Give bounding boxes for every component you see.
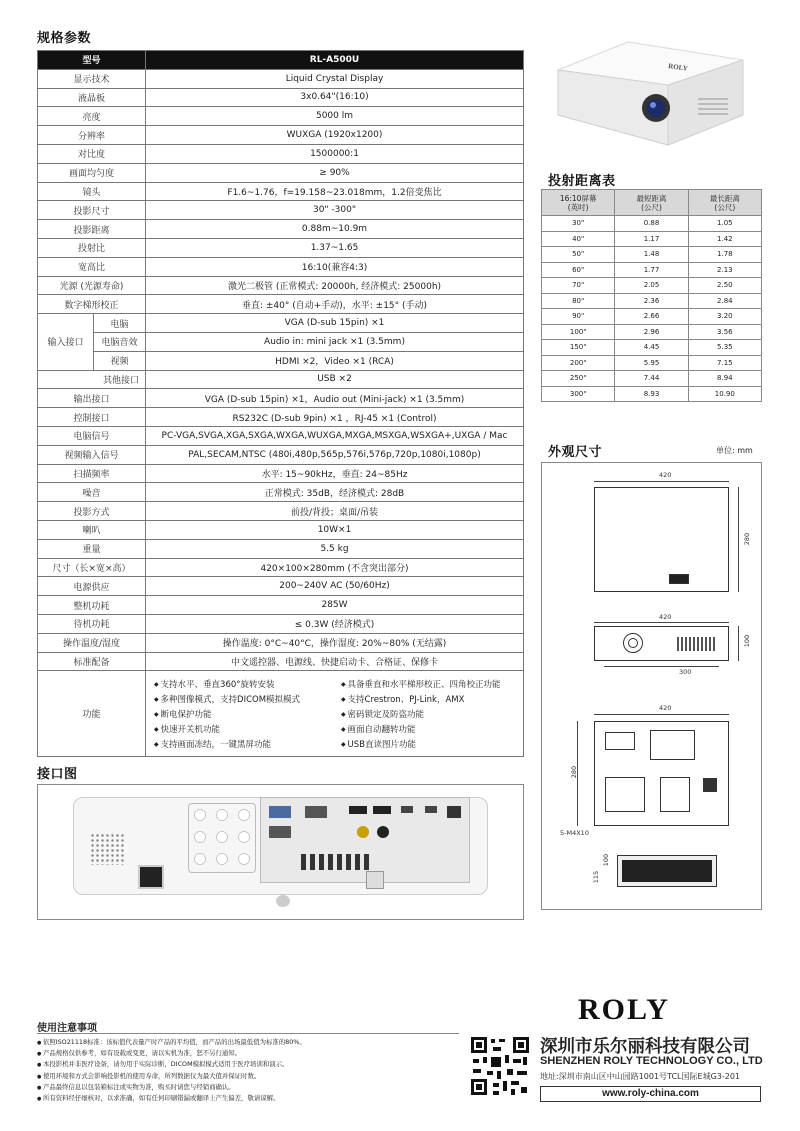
spec-label: 尺寸（长×宽×高）	[38, 558, 146, 577]
spec-label: 视频输入信号	[38, 445, 146, 464]
spec-row	[38, 126, 524, 145]
throw-header-size: 16:10屏幕 (英吋)	[542, 190, 615, 216]
spec-value: 1500000:1	[146, 144, 524, 163]
throw-cell-min: 2.96	[615, 324, 688, 340]
throw-cell-size: 60"	[542, 262, 615, 278]
spec-label: 喇叭	[38, 520, 146, 539]
spec-row-input	[38, 332, 524, 351]
note-item: ● 使用环境和方式会影响投影机的使用寿命，所列数据仅为最大值并保证时数。	[37, 1071, 459, 1082]
dimension-drawings	[541, 462, 762, 910]
throw-row	[542, 371, 762, 387]
input-sub-label: 电脑音效	[94, 332, 146, 351]
throw-row	[542, 278, 762, 294]
throw-row	[542, 386, 762, 402]
throw-cell-size: 250"	[542, 371, 615, 387]
throw-cell-size: 150"	[542, 340, 615, 356]
spec-label: 输出接口	[38, 389, 146, 408]
spec-row	[38, 182, 524, 201]
spec-value: PAL,SECAM,NTSC (480i,480p,565p,576i,576p,720p,1080i,1080p)	[146, 445, 524, 464]
spec-row	[38, 614, 524, 633]
throw-cell-min: 2.36	[615, 293, 688, 309]
note-item: ● 产品规格仅供参考，如有设载或变更，请以实机为准，恕不另行通知。	[37, 1048, 459, 1059]
spec-label: 操作温度/湿度	[38, 633, 146, 652]
spec-label: 扫描频率	[38, 464, 146, 483]
throw-cell-max: 5.35	[688, 340, 761, 356]
spec-label: 数字梯形校正	[38, 295, 146, 314]
spec-row-functions	[38, 671, 524, 757]
note-item: ● 所有资料经仔细核对，以求准确，如有任何印刷错漏或翻译上产生偏差，敬请谅解。	[37, 1093, 459, 1104]
spec-value: VGA (D-sub 15pin) ×1，Audio out (Mini-jack) ×1 (3.5mm)	[146, 389, 524, 408]
spec-label: 控制接口	[38, 408, 146, 427]
dim-front-width: 420	[659, 613, 672, 621]
company-address: 地址:深圳市南山区中山园路1001号TCL国际E城G3-201	[540, 1072, 741, 1081]
throw-header-min: 最短距离 (公尺)	[615, 190, 688, 216]
spec-label: 电脑信号	[38, 426, 146, 445]
spec-row	[38, 652, 524, 671]
spec-row	[38, 238, 524, 257]
dim-screw: 5-M4X10	[560, 829, 589, 837]
spec-label: 整机功耗	[38, 596, 146, 615]
spec-label: 宽高比	[38, 257, 146, 276]
dim-front-height: 100	[743, 634, 752, 648]
throw-cell-size: 300"	[542, 386, 615, 402]
throw-cell-size: 30"	[542, 216, 615, 232]
spec-row	[38, 220, 524, 239]
note-item: ● 依照ISO21118标准：该标值代表量产时产品的平均值，而产品的出场最低值为标准的80%。	[37, 1037, 459, 1048]
spec-value: 3x0.64"(16:10)	[146, 88, 524, 107]
throw-cell-min: 4.45	[615, 340, 688, 356]
throw-row	[542, 340, 762, 356]
dim-side-height-2: 115	[592, 870, 601, 884]
other-ports-value: USB ×2	[146, 370, 524, 389]
function-item: ◆ 画面自动翻转功能	[341, 723, 523, 735]
spec-row	[38, 445, 524, 464]
dim-bottom-width: 420	[659, 704, 672, 712]
spec-row	[38, 107, 524, 126]
throw-row	[542, 247, 762, 263]
spec-row	[38, 144, 524, 163]
spec-value: 285W	[146, 596, 524, 615]
spec-row	[38, 69, 524, 88]
spec-value: 水平: 15~90kHz，垂直: 24~85Hz	[146, 464, 524, 483]
throw-cell-size: 50"	[542, 247, 615, 263]
spec-header-row	[38, 51, 524, 70]
spec-row	[38, 596, 524, 615]
spec-row	[38, 577, 524, 596]
spec-row	[38, 257, 524, 276]
function-item: ◆ 快速开关机功能	[154, 723, 339, 735]
throw-cell-max: 7.15	[688, 355, 761, 371]
throw-cell-size: 80"	[542, 293, 615, 309]
port-cluster	[260, 797, 470, 883]
throw-row	[542, 231, 762, 247]
spec-row	[38, 163, 524, 182]
spec-label: 投影尺寸	[38, 201, 146, 220]
spec-row	[38, 539, 524, 558]
spec-table	[37, 50, 524, 757]
note-item: ● 本投影机并非医疗设备，请勿用于实际诊断，DICOM模拟模式适用于医疗培训和演示。	[37, 1059, 459, 1070]
throw-cell-max: 2.50	[688, 278, 761, 294]
spec-value: Liquid Crystal Display	[146, 69, 524, 88]
spec-row-input	[38, 314, 524, 333]
function-item: ◆ 支持画面冻结，一键黑屏功能	[154, 738, 339, 750]
spec-header-model-label: 型号	[38, 51, 146, 70]
spec-label: 显示技术	[38, 69, 146, 88]
spec-value: 10W×1	[146, 520, 524, 539]
projector-photo	[548, 30, 748, 160]
roly-logo	[578, 993, 723, 1023]
spec-value: ≤ 0.3W (经济模式)	[146, 614, 524, 633]
throw-cell-min: 1.77	[615, 262, 688, 278]
svg-text:ROLY: ROLY	[578, 993, 670, 1023]
throw-cell-max: 1.78	[688, 247, 761, 263]
spec-row	[38, 464, 524, 483]
throw-cell-max: 1.05	[688, 216, 761, 232]
spec-label: 重量	[38, 539, 146, 558]
throw-table	[541, 189, 762, 402]
spec-label: 对比度	[38, 144, 146, 163]
spec-row	[38, 88, 524, 107]
rear-panel	[37, 784, 524, 920]
throw-cell-size: 100"	[542, 324, 615, 340]
throw-cell-min: 8.93	[615, 386, 688, 402]
throw-cell-min: 1.17	[615, 231, 688, 247]
throw-cell-max: 3.56	[688, 324, 761, 340]
dim-front-foot: 300	[679, 668, 692, 676]
input-group-label: 输入接口	[38, 314, 94, 370]
function-item: ◆ 支持Crestron、PJ-Link，AMX	[341, 693, 523, 705]
spec-value: PC-VGA,SVGA,XGA,SXGA,WXGA,WUXGA,MXGA,MSXGA,WSXGA+,UXGA / Mac	[146, 426, 524, 445]
throw-cell-min: 7.44	[615, 371, 688, 387]
spec-row	[38, 558, 524, 577]
spec-label: 画面均匀度	[38, 163, 146, 182]
throw-row	[542, 324, 762, 340]
spec-row	[38, 502, 524, 521]
power-socket	[138, 865, 164, 889]
throw-cell-min: 1.48	[615, 247, 688, 263]
throw-cell-min: 0.88	[615, 216, 688, 232]
spec-row-other	[38, 370, 524, 389]
spec-label: 光源 (光源寿命)	[38, 276, 146, 295]
spec-label: 噪音	[38, 483, 146, 502]
input-sub-value: HDMI ×2，Video ×1 (RCA)	[146, 351, 524, 370]
input-sub-label: 电脑	[94, 314, 146, 333]
control-keypad	[188, 803, 256, 873]
spec-label: 投射比	[38, 238, 146, 257]
top-view	[594, 487, 729, 592]
spec-label: 投影距离	[38, 220, 146, 239]
dims-title: 外观尺寸	[548, 445, 603, 460]
dim-top-width: 420	[659, 471, 672, 479]
dim-top-depth: 280	[743, 532, 752, 546]
throw-cell-max: 3.20	[688, 309, 761, 325]
spec-label: 液晶板	[38, 88, 146, 107]
spec-value: 操作温度: 0°C~40°C，操作湿度: 20%~80% (无结露)	[146, 633, 524, 652]
throw-cell-max: 10.90	[688, 386, 761, 402]
function-item: ◆ 支持水平、垂直360°旋转安装	[154, 678, 339, 690]
spec-value: 激光二极管 (正常模式: 20000h, 经济模式: 25000h)	[146, 276, 524, 295]
throw-title: 投射距离表	[548, 174, 616, 189]
dim-side-height-1: 100	[602, 853, 611, 867]
spec-row	[38, 295, 524, 314]
spec-value: F1.6~1.76，f=19.158~23.018mm，1.2倍变焦比	[146, 182, 524, 201]
bottom-view	[594, 721, 729, 826]
functions-label: 功能	[38, 671, 146, 757]
spec-row	[38, 389, 524, 408]
spec-label: 分辨率	[38, 126, 146, 145]
functions-grid	[148, 678, 521, 750]
spec-value: 垂直: ±40° (自动+手动)，水平: ±15° (手动)	[146, 295, 524, 314]
throw-row	[542, 355, 762, 371]
spec-row	[38, 408, 524, 427]
dim-bottom-depth: 280	[570, 765, 579, 779]
other-ports-label: 其他接口	[38, 370, 146, 389]
spec-label: 投影方式	[38, 502, 146, 521]
function-item: ◆ 多种图像模式，支持DICOM模拟模式	[154, 693, 339, 705]
spec-label: 亮度	[38, 107, 146, 126]
spec-row	[38, 201, 524, 220]
notes-title: 使用注意事项	[37, 1023, 97, 1034]
spec-value: 1.37~1.65	[146, 238, 524, 257]
spec-row-input	[38, 351, 524, 370]
company-name-en: SHENZHEN ROLY TECHNOLOGY CO., LTD	[540, 1055, 763, 1067]
spec-label: 标准配备	[38, 652, 146, 671]
dims-unit: 单位: mm	[716, 446, 753, 455]
function-item: ◆ USB直读图片功能	[341, 738, 523, 750]
spec-title: 规格参数	[37, 31, 92, 46]
spec-value: 正常模式: 35dB，经济模式: 28dB	[146, 483, 524, 502]
input-sub-value: VGA (D-sub 15pin) ×1	[146, 314, 524, 333]
spec-value: 5000 lm	[146, 107, 524, 126]
spec-value: 30" -300"	[146, 201, 524, 220]
throw-row	[542, 262, 762, 278]
throw-cell-size: 200"	[542, 355, 615, 371]
projector-logo: ROLY	[667, 62, 689, 73]
spec-label: 镜头	[38, 182, 146, 201]
spec-label: 电源供应	[38, 577, 146, 596]
function-item: ◆ 断电保护功能	[154, 708, 339, 720]
note-item: ● 产品最终信息以包装箱标注或实物为准，购买时请您与经销商确认。	[37, 1082, 459, 1093]
throw-cell-min: 2.66	[615, 309, 688, 325]
spec-value: 16:10(兼容4:3)	[146, 257, 524, 276]
throw-row	[542, 216, 762, 232]
spec-header-model-value: RL-A500U	[146, 51, 524, 70]
spec-value: 420×100×280mm (不含突出部分)	[146, 558, 524, 577]
throw-cell-max: 8.94	[688, 371, 761, 387]
qr-code	[469, 1035, 531, 1097]
throw-cell-size: 40"	[542, 231, 615, 247]
spec-value: RS232C (D-sub 9pin) ×1 ，RJ-45 ×1 (Control)	[146, 408, 524, 427]
throw-cell-min: 5.95	[615, 355, 688, 371]
company-name-cn: 深圳市乐尔丽科技有限公司	[540, 1037, 750, 1057]
spec-value: 中文遥控器、电源线、快捷启动卡、合格证、保修卡	[146, 652, 524, 671]
spec-value: 5.5 kg	[146, 539, 524, 558]
spec-label: 待机功耗	[38, 614, 146, 633]
spec-value: 前投/背投；桌面/吊装	[146, 502, 524, 521]
throw-cell-max: 1.42	[688, 231, 761, 247]
ports-title: 接口图	[37, 767, 78, 782]
throw-row	[542, 293, 762, 309]
throw-cell-max: 2.13	[688, 262, 761, 278]
spec-value: ≥ 90%	[146, 163, 524, 182]
speaker-grille	[90, 833, 126, 865]
spec-value: 0.88m~10.9m	[146, 220, 524, 239]
company-website[interactable]: www.roly-china.com	[540, 1086, 761, 1102]
functions-value	[146, 671, 524, 757]
spec-value: 200~240V AC (50/60Hz)	[146, 577, 524, 596]
throw-cell-min: 2.05	[615, 278, 688, 294]
front-view	[594, 626, 729, 661]
throw-header-row	[542, 190, 762, 216]
function-item: ◆ 具备垂直和水平梯形校正、四角校正功能	[341, 678, 523, 690]
spec-row	[38, 483, 524, 502]
input-sub-label: 视频	[94, 351, 146, 370]
throw-cell-size: 70"	[542, 278, 615, 294]
throw-row	[542, 309, 762, 325]
notes-list	[37, 1033, 459, 1104]
spec-row	[38, 426, 524, 445]
function-item: ◆ 密码锁定及防盗功能	[341, 708, 523, 720]
spec-row	[38, 633, 524, 652]
throw-header-max: 最长距离 (公尺)	[688, 190, 761, 216]
side-view	[617, 855, 717, 887]
spec-row	[38, 276, 524, 295]
spec-row	[38, 520, 524, 539]
input-sub-value: Audio in: mini jack ×1 (3.5mm)	[146, 332, 524, 351]
throw-cell-max: 2.84	[688, 293, 761, 309]
spec-value: WUXGA (1920x1200)	[146, 126, 524, 145]
throw-cell-size: 90"	[542, 309, 615, 325]
